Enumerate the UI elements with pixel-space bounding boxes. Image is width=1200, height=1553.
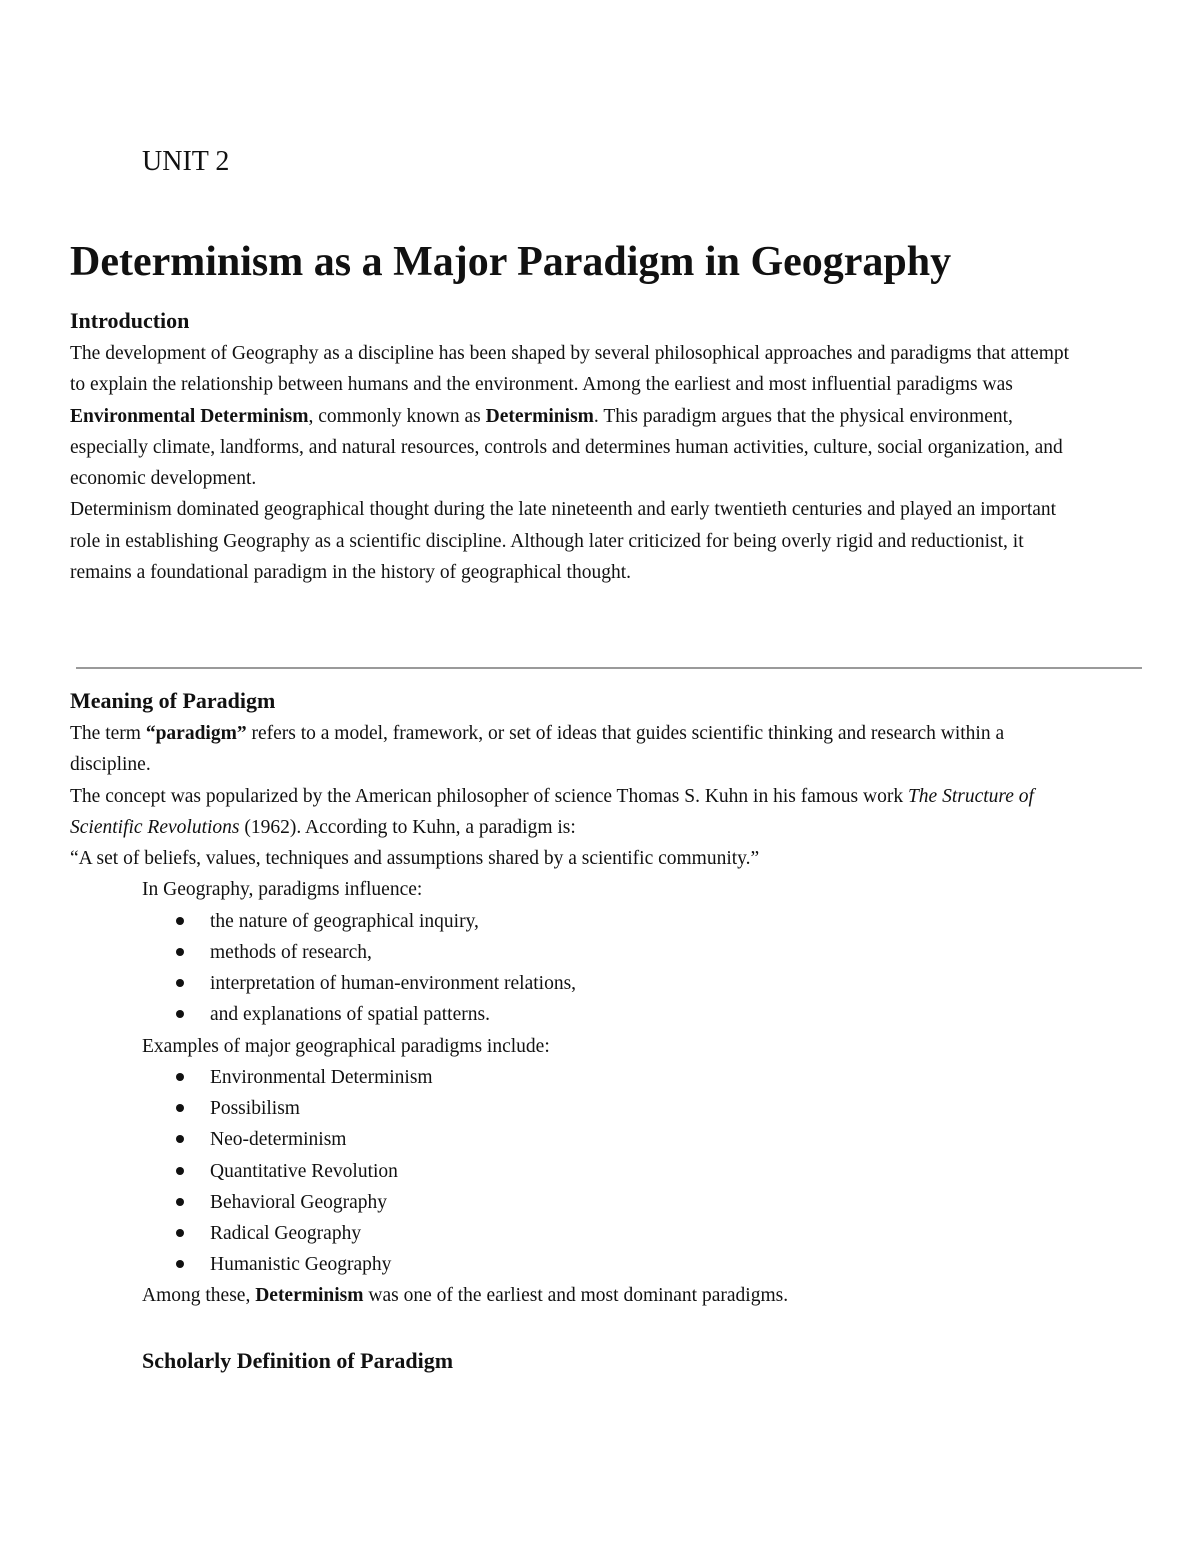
introduction-heading: Introduction	[70, 308, 190, 333]
list-item-text: Quantitative Revolution	[210, 1160, 398, 1182]
bullet-icon	[176, 1135, 184, 1143]
bullet-icon	[176, 1010, 184, 1018]
list-item	[210, 937, 1070, 968]
bullet-icon	[176, 917, 184, 925]
intro-text-e: . This paradigm argues that the physical environment, especially climate, landforms, and natural resources, controls and determines human activities, culture, social organization, and economic development.	[70, 405, 1063, 490]
intro-term-environmental-determinism: Environmental Determinism	[70, 405, 309, 427]
closing-term-determinism: Determinism	[255, 1285, 364, 1307]
closing-paragraph	[70, 1280, 1070, 1311]
meaning-paragraph-2	[70, 781, 1070, 844]
list-item-text: Environmental Determinism	[210, 1066, 433, 1088]
list-item	[210, 999, 1070, 1030]
bullet-icon	[176, 1198, 184, 1206]
examples-list	[70, 1062, 1070, 1280]
bullet-icon	[176, 1229, 184, 1237]
list-item	[210, 1093, 1070, 1124]
list-item-text: Behavioral Geography	[210, 1191, 388, 1213]
bullet-icon	[176, 1260, 184, 1268]
meaning-term-paradigm: “paradigm”	[145, 723, 247, 744]
list-item	[210, 1249, 1070, 1280]
closing-text-a: Among these,	[142, 1285, 256, 1307]
list-item-text: Humanistic Geography	[210, 1254, 392, 1276]
list-item-text: Neo-determinism	[210, 1129, 347, 1151]
meaning-p2-text-c: (1962). According to Kuhn, a paradigm is:	[239, 816, 576, 838]
introduction-paragraph-1	[70, 338, 1070, 494]
meaning-heading: Meaning of Paradigm	[70, 688, 276, 713]
unit-label: UNIT 2	[142, 146, 230, 177]
bullet-icon	[176, 1104, 184, 1112]
bullet-icon	[176, 1167, 184, 1175]
meaning-paragraph-1	[70, 718, 1070, 781]
influence-intro: In Geography, paradigms influence:	[142, 879, 423, 901]
list-item-text: the nature of geographical inquiry,	[210, 910, 479, 932]
meaning-text-a: The term	[70, 723, 146, 744]
scholarly-heading: Scholarly Definition of Paradigm	[142, 1348, 454, 1373]
intro-term-determinism: Determinism	[485, 405, 594, 427]
kuhn-quote: “A set of beliefs, values, techniques and assumptions shared by a scientific community.”	[70, 848, 760, 870]
page-title: Determinism as a Major Paradigm in Geography	[70, 239, 952, 285]
list-item	[210, 1062, 1070, 1093]
list-item	[210, 1218, 1070, 1249]
examples-intro: Examples of major geographical paradigms include:	[142, 1035, 550, 1057]
scholarly-section	[142, 1344, 453, 1378]
introduction-paragraph-2: Determinism dominated geographical thought during the late nineteenth and early twentieth centuries and played an important role in establishing Geography as a scientific discipline. Although later criticized for being overly rigid and reductionist, it remains a foundational paradigm in the history of geographical thought.	[70, 499, 1057, 584]
meaning-text-c: refers to a model, framework, or set of ideas that guides scientific thinking and research within a discipline.	[70, 723, 1005, 776]
list-item-text: methods of research,	[210, 941, 372, 963]
list-item	[210, 1187, 1070, 1218]
bullet-icon	[176, 979, 184, 987]
meaning-section	[70, 684, 1070, 1312]
list-item	[210, 906, 1070, 937]
list-item-text: and explanations of spatial patterns.	[210, 1004, 490, 1026]
intro-text-c: , commonly known as	[308, 405, 486, 427]
list-item	[210, 1124, 1070, 1155]
list-item-text: Radical Geography	[210, 1222, 362, 1244]
introduction-section	[70, 304, 1070, 588]
intro-text-a: The development of Geography as a discipline has been shaped by several philosophical approaches and paradigms that attempt to explain the relationship between humans and the environment. Among the earliest and most influential paradigms was	[70, 343, 1070, 396]
influence-list	[70, 906, 1070, 1031]
section-divider	[76, 667, 1142, 669]
book-title: The Structure of Scientific Revolutions	[70, 785, 1034, 838]
list-item	[210, 1156, 1070, 1187]
closing-text-c: was one of the earliest and most dominant paradigms.	[363, 1285, 789, 1307]
meaning-p2-text-a: The concept was popularized by the American philosopher of science Thomas S. Kuhn in his famous work	[70, 785, 908, 807]
list-item-text: interpretation of human-environment relations,	[210, 973, 577, 995]
list-item	[210, 968, 1070, 999]
list-item-text: Possibilism	[210, 1098, 300, 1120]
bullet-icon	[176, 1073, 184, 1081]
bullet-icon	[176, 948, 184, 956]
